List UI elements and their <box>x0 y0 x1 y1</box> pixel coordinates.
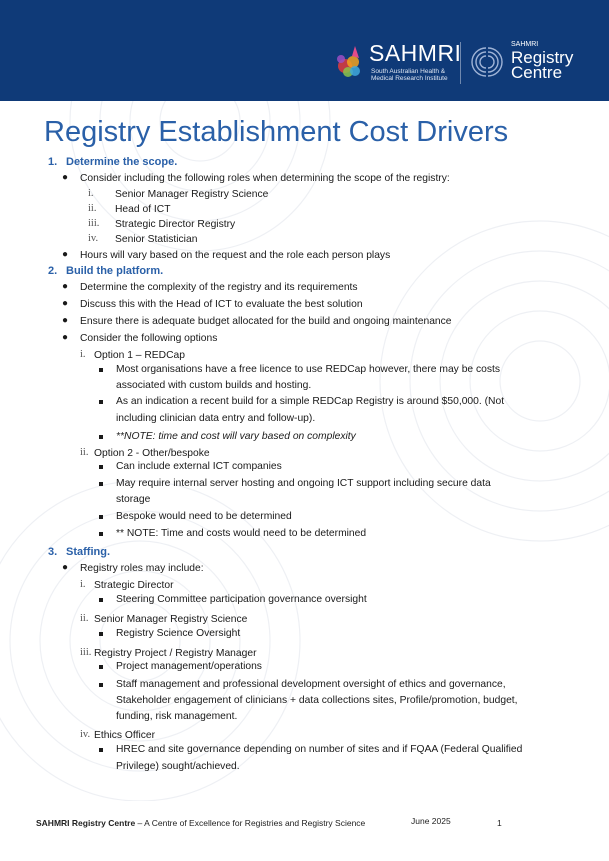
logo-divider <box>460 42 461 84</box>
list-item: Most organisations have a free licence to use REDCap however, there may be costs <box>116 364 501 375</box>
square-bullet-icon <box>99 368 103 372</box>
section-3-heading: Staffing. <box>66 546 110 558</box>
square-bullet-icon <box>99 465 103 469</box>
square-bullet-icon <box>99 435 103 439</box>
bullet-icon: ● <box>62 172 69 183</box>
roman-numeral: iii. <box>80 647 92 658</box>
page-number: 1 <box>497 818 502 828</box>
page-title: Registry Establishment Cost Drivers <box>44 116 509 148</box>
roman-numeral: iii. <box>88 218 100 229</box>
roman-numeral: i. <box>80 579 86 590</box>
list-item: Hours will vary based on the request and the role each person plays <box>80 250 391 261</box>
roman-numeral: ii. <box>88 203 97 214</box>
roman-numeral: iv. <box>80 729 91 740</box>
option-1-title: Option 1 – REDCap <box>94 350 186 361</box>
list-item: Registry Science Oversight <box>116 628 241 639</box>
list-item: Senior Manager Registry Science <box>115 189 269 200</box>
list-item: Head of ICT <box>115 204 171 215</box>
list-item: Determine the complexity of the registry and its requirements <box>80 282 358 293</box>
square-bullet-icon <box>99 683 103 687</box>
footer-org <box>36 818 365 828</box>
sahmri-logo-icon <box>333 42 367 82</box>
list-item: Can include external ICT companies <box>116 461 282 472</box>
rc-brand-top: SAHMRI <box>511 41 539 48</box>
list-item: Privilege) sought/achieved. <box>116 761 240 772</box>
rc-brand-name: Registry Centre <box>511 48 574 82</box>
list-item: Staff management and professional development oversight of ethics and governance, <box>116 679 506 690</box>
section-1-number: 1. <box>48 156 58 168</box>
list-item: Bespoke would need to be determined <box>116 511 292 522</box>
bullet-icon: ● <box>62 315 69 326</box>
option-2-title: Option 2 - Other/bespoke <box>94 448 210 459</box>
square-bullet-icon <box>99 598 103 602</box>
list-item: including clinician data entry and follow-up). <box>116 413 316 424</box>
note-text: ** NOTE: Time and costs would need to be determined <box>116 528 367 539</box>
bullet-icon: ● <box>62 332 69 343</box>
square-bullet-icon <box>99 665 103 669</box>
section-3-number: 3. <box>48 546 58 558</box>
list-item: Consider the following options <box>80 333 218 344</box>
list-item: Stakeholder engagement of clinicians + data collections sites, Profile/promotion, budget, <box>116 695 518 706</box>
section-2-number: 2. <box>48 265 58 277</box>
section-2-heading: Build the platform. <box>66 265 164 277</box>
list-item: storage <box>116 494 151 505</box>
roman-numeral: ii. <box>80 613 89 624</box>
roman-numeral: iv. <box>88 233 99 244</box>
note-text: **NOTE: time and cost will vary based on complexity <box>116 431 356 442</box>
brand-subtitle: South Australian Health & Medical Research Institute <box>371 68 448 82</box>
list-item: Project management/operations <box>116 661 262 672</box>
list-item: Registry roles may include: <box>80 563 204 574</box>
list-item: associated with custom builds and hosting. <box>116 380 312 391</box>
list-item: HREC and site governance depending on number of sites and if FQAA (Federal Qualified <box>116 744 523 755</box>
square-bullet-icon <box>99 748 103 752</box>
footer-tagline: – A Centre of Excellence for Registries and Registry Science <box>135 818 366 828</box>
footer-org-name: SAHMRI Registry Centre <box>36 818 136 828</box>
list-item: As an indication a recent build for a simple REDCap Registry is around $50,000. (Not <box>116 396 505 407</box>
role-title: Ethics Officer <box>94 730 156 741</box>
registry-centre-logo-icon <box>468 44 506 80</box>
square-bullet-icon <box>99 482 103 486</box>
list-item: Consider including the following roles when determining the scope of the registry: <box>80 173 450 184</box>
list-item: funding, risk management. <box>116 711 238 722</box>
role-title: Senior Manager Registry Science <box>94 614 248 625</box>
header-banner <box>0 0 609 101</box>
square-bullet-icon <box>99 532 103 536</box>
roman-numeral: i. <box>88 188 94 199</box>
list-item: Steering Committee participation governance oversight <box>116 594 367 605</box>
bullet-icon: ● <box>62 281 69 292</box>
brand-name: SAHMRI <box>369 40 462 66</box>
role-title: Registry Project / Registry Manager <box>94 648 257 659</box>
bullet-icon: ● <box>62 249 69 260</box>
bullet-icon: ● <box>62 562 69 573</box>
square-bullet-icon <box>99 632 103 636</box>
roman-numeral: ii. <box>80 447 89 458</box>
role-title: Strategic Director <box>94 580 174 591</box>
roman-numeral: i. <box>80 349 86 360</box>
list-item: Discuss this with the Head of ICT to evaluate the best solution <box>80 299 363 310</box>
list-item: Senior Statistician <box>115 234 198 245</box>
list-item: Ensure there is adequate budget allocated for the build and ongoing maintenance <box>80 316 452 327</box>
section-1-heading: Determine the scope. <box>66 156 178 168</box>
list-item: May require internal server hosting and ongoing ICT support including secure data <box>116 478 491 489</box>
square-bullet-icon <box>99 515 103 519</box>
list-item: Strategic Director Registry <box>115 219 236 230</box>
square-bullet-icon <box>99 400 103 404</box>
bullet-icon: ● <box>62 298 69 309</box>
footer-date: June 2025 <box>411 816 451 826</box>
